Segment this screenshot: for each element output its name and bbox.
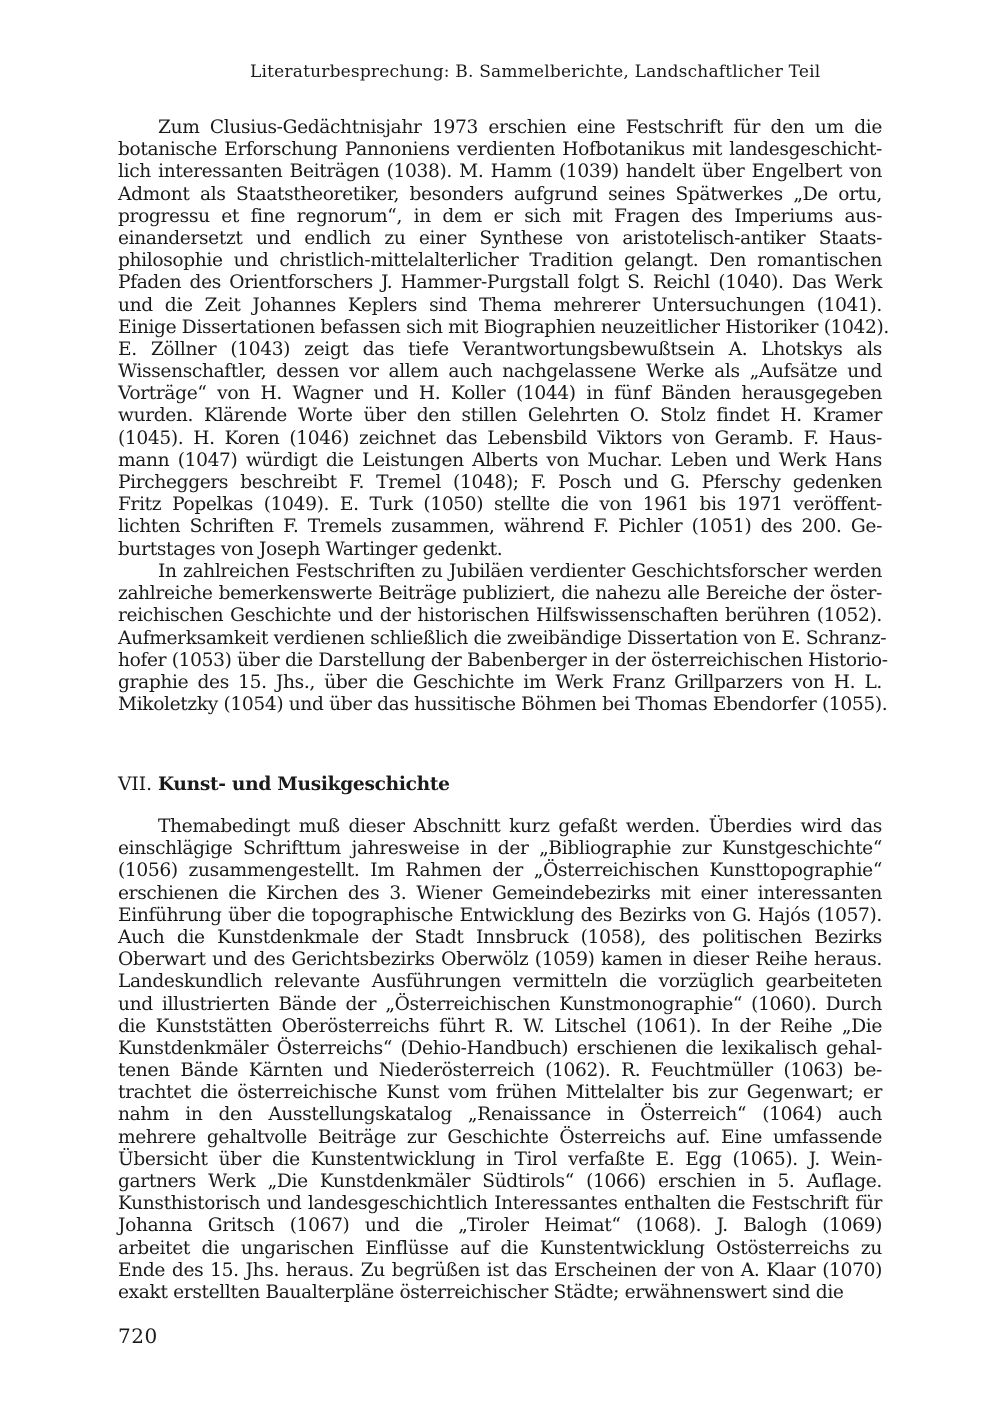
- text-line: exakt erstellten Baualterpläne österreichischer Städte; erwähnenswert sind die: [118, 1281, 844, 1303]
- text-line: Oberwart und des Gerichtsbezirks Oberwölz (1059) kamen in dieser Reihe heraus.: [118, 949, 882, 971]
- text-line: Zum Clusius-Gedächtnisjahr 1973 erschien eine Festschrift für den um die: [158, 117, 882, 138]
- section-title: Kunst- und Musikgeschichte: [157, 774, 450, 795]
- paragraph-2: [118, 561, 888, 716]
- text-line: (1045). H. Koren (1046) zeichnet das Lebensbild Viktors von Geramb. F. Haus-: [118, 427, 882, 449]
- text-line: Einführung über die topographische Entwicklung des Bezirks von G. Hajós (1057).: [118, 904, 882, 926]
- text-line: Vorträge“ von H. Wagner und H. Koller (1044) in fünf Bänden herausgegeben: [118, 383, 882, 405]
- paragraph-1: [118, 117, 889, 561]
- text-line: progressu et fine regnorum“, in dem er sich mit Fragen des Imperiums aus-: [118, 205, 882, 227]
- text-line: Übersicht über die Kunstentwicklung in Tirol verfaßte E. Egg (1065). J. Wein-: [118, 1148, 882, 1170]
- section-number: VII.: [118, 774, 153, 795]
- text-line: philosophie und christlich-mittelalterlicher Tradition gelangt. Den romantischen: [118, 250, 882, 272]
- text-line: botanische Erforschung Pannoniens verdienten Hofbotanikus mit landesgeschicht-: [118, 139, 882, 161]
- text-line: und illustrierten Bände der „Österreichischen Kunstmonographie“ (1060). Durch: [118, 993, 882, 1015]
- text-line: zahlreiche bemerkenswerte Beiträge publiziert, die nahezu alle Bereiche der öster-: [118, 583, 882, 605]
- text-line: Wissenschaftler, dessen vor allem auch nachgelassene Werke als „Aufsätze und: [118, 361, 882, 383]
- text-line: und die Zeit Johannes Keplers sind Thema mehrerer Untersuchungen (1041).: [118, 294, 882, 316]
- text-line: hofer (1053) über die Darstellung der Babenberger in der österreichischen Historio-: [118, 649, 888, 671]
- text-line: Themabedingt muß dieser Abschnitt kurz gefaßt werden. Überdies wird das: [158, 816, 882, 837]
- text-line: graphie des 15. Jhs., über die Geschichte im Werk Franz Grillparzers von H. L.: [118, 671, 882, 693]
- text-line: In zahlreichen Festschriften zu Jubiläen verdienter Geschichtsforscher werden: [158, 561, 882, 582]
- text-line: tenen Bände Kärnten und Niederösterreich (1062). R. Feuchtmüller (1063) be-: [118, 1060, 882, 1082]
- text-line: burtstages von Joseph Wartinger gedenkt.: [118, 538, 503, 560]
- text-line: Mikoletzky (1054) und über das hussitische Böhmen bei Thomas Ebendorfer (1055).: [118, 694, 888, 716]
- text-line: lich interessanten Beiträgen (1038). M. Hamm (1039) handelt über Engelbert von: [118, 161, 882, 183]
- section-heading: [118, 774, 450, 795]
- page-number: 720: [118, 1324, 158, 1348]
- text-line: nahm in den Ausstellungskatalog „Renaissance in Österreich“ (1064) auch: [118, 1104, 882, 1126]
- text-line: Admont als Staatstheoretiker, besonders aufgrund seines Spätwerkes „De ortu,: [118, 183, 882, 205]
- text-line: Pfaden des Orientforschers J. Hammer-Purgstall folgt S. Reichl (1040). Das Werk: [118, 272, 882, 294]
- text-line: Landeskundlich relevante Ausführungen vermitteln die vorzüglich gearbeiteten: [118, 971, 882, 993]
- text-line: trachtet die österreichische Kunst vom frühen Mittelalter bis zur Gegenwart; er: [118, 1082, 882, 1104]
- text-line: mann (1047) würdigt die Leistungen Alberts von Muchar. Leben und Werk Hans: [118, 449, 882, 471]
- paragraph-3: [118, 816, 882, 1304]
- text-line: mehrere gehaltvolle Beiträge zur Geschichte Österreichs auf. Eine umfassende: [118, 1126, 882, 1148]
- text-line: Johanna Gritsch (1067) und die „Tiroler Heimat“ (1068). J. Balogh (1069): [118, 1215, 882, 1237]
- text-line: Kunstdenkmäler Österreichs“ (Dehio-Handbuch) erschienen die lexikalisch gehal-: [118, 1037, 882, 1059]
- text-line: Fritz Popelkas (1049). E. Turk (1050) stellte die von 1961 bis 1971 veröffent-: [118, 494, 882, 516]
- text-line: Einige Dissertationen befassen sich mit Biographien neuzeitlicher Historiker (1042).: [118, 316, 889, 338]
- text-line: die Kunststätten Oberösterreichs führt R. W. Litschel (1061). In der Reihe „Die: [118, 1015, 882, 1037]
- text-line: einandersetzt und endlich zu einer Synthese von aristotelisch-antiker Staats-: [118, 227, 882, 249]
- text-line: E. Zöllner (1043) zeigt das tiefe Verantwortungsbewußtsein A. Lhotskys als: [118, 338, 882, 360]
- running-head: Literaturbesprechung: B. Sammelberichte, Landschaftlicher Teil: [250, 62, 821, 82]
- text-line: erschienen die Kirchen des 3. Wiener Gemeindebezirks mit einer interessanten: [118, 882, 882, 904]
- text-line: lichten Schriften F. Tremels zusammen, während F. Pichler (1051) des 200. Ge-: [118, 516, 882, 538]
- text-line: (1056) zusammengestellt. Im Rahmen der „Österreichischen Kunsttopographie“: [118, 860, 882, 882]
- text-line: Ende des 15. Jhs. heraus. Zu begrüßen ist das Erscheinen der von A. Klaar (1070): [118, 1259, 882, 1281]
- text-line: einschlägige Schrifttum jahresweise in der „Bibliographie zur Kunstgeschichte“: [118, 838, 882, 860]
- text-line: gartners Werk „Die Kunstdenkmäler Südtirols“ (1066) erschien in 5. Auflage.: [118, 1171, 882, 1192]
- text-line: Pircheggers beschreibt F. Tremel (1048); F. Posch und G. Pferschy gedenken: [118, 472, 882, 493]
- text-line: Auch die Kunstdenkmale der Stadt Innsbruck (1058), des politischen Bezirks: [118, 926, 882, 948]
- text-line: reichischen Geschichte und der historischen Hilfswissenschaften berühren (1052).: [118, 605, 882, 627]
- text-line: arbeitet die ungarischen Einflüsse auf die Kunstentwicklung Ostösterreichs zu: [118, 1237, 882, 1259]
- text-line: Aufmerksamkeit verdienen schließlich die zweibändige Dissertation von E. Schranz-: [118, 627, 887, 649]
- text-line: wurden. Klärende Worte über den stillen Gelehrten O. Stolz findet H. Kramer: [118, 405, 882, 427]
- text-line: Kunsthistorisch und landesgeschichtlich Interessantes enthalten die Festschrift für: [118, 1193, 882, 1215]
